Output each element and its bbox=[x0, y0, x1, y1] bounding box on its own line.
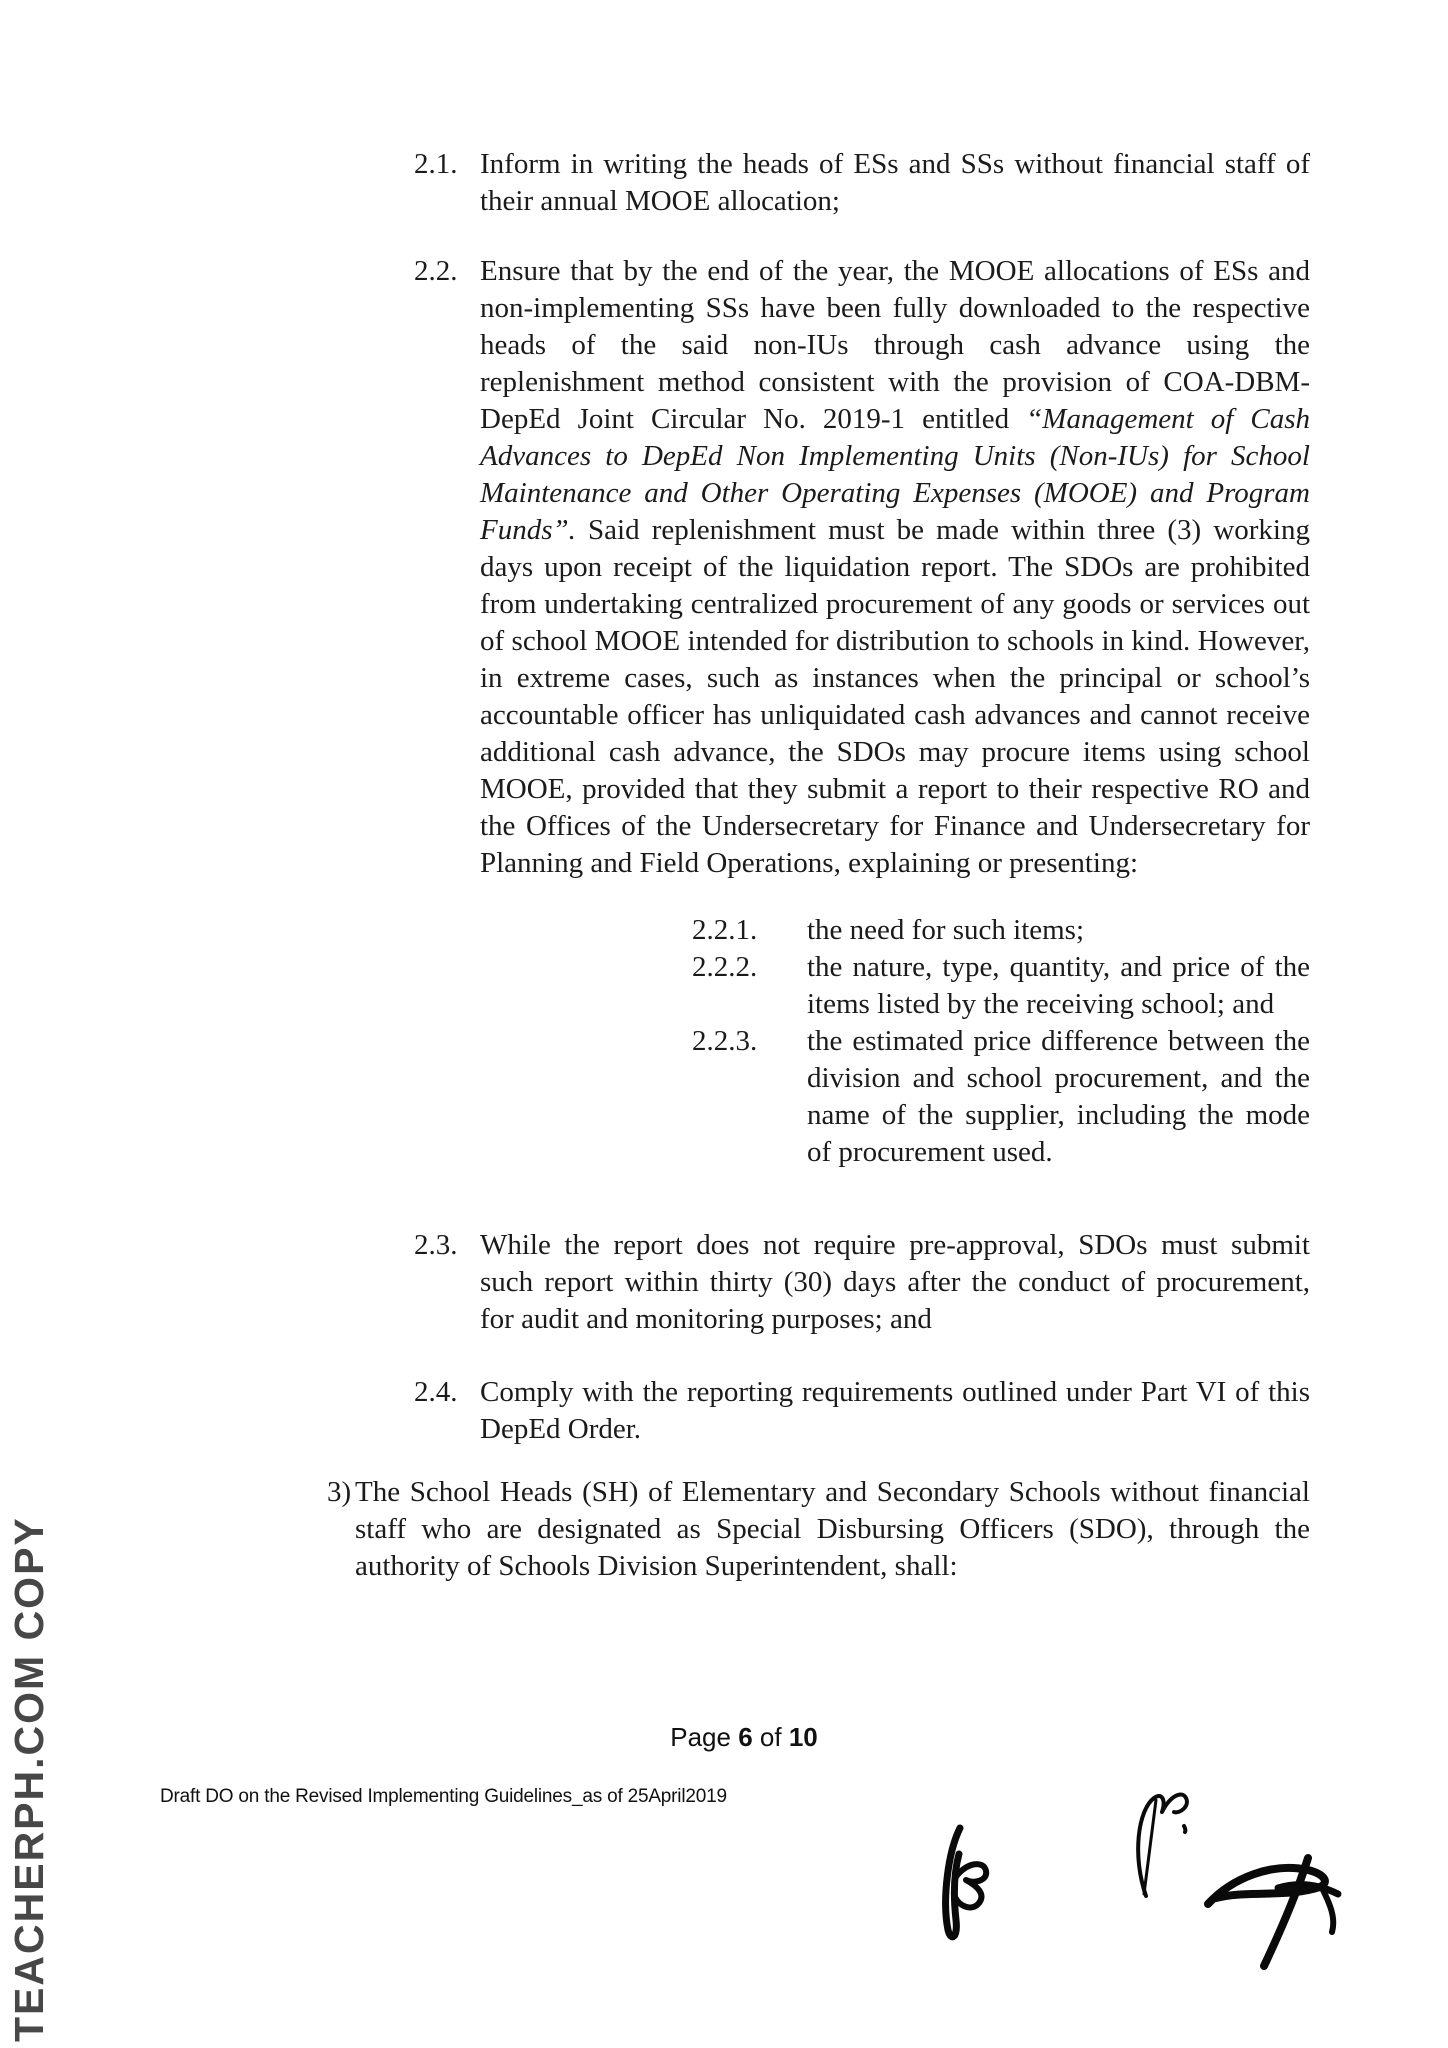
list-number: 2.3. bbox=[414, 1229, 458, 1261]
sublist-2-2 bbox=[692, 912, 1310, 1171]
site-watermark: TEACHERPH.COM COPY bbox=[6, 1516, 52, 2042]
signature-icon bbox=[1112, 1786, 1360, 1986]
list-item-text: The School Heads (SH) of Elementary and Secondary Schools without financial staff who are designated as Special Disbursing Officers (SDO), through the authority of Schools Division Superintendent, shall: bbox=[355, 1476, 1310, 1582]
list-item-2-2 bbox=[414, 253, 1310, 882]
text-italic-citation: “Management of Cash Advances to DepEd Non Implementing Units (Non-IUs) for School Maintenance and Other Operating Expenses (MOOE) and Program Funds”. bbox=[480, 403, 1310, 546]
list-item-3 bbox=[327, 1474, 1310, 1585]
list-number: 2.2. bbox=[414, 255, 458, 287]
list-item-text: Comply with the reporting requirements outlined under Part VI of this DepEd Order. bbox=[480, 1376, 1310, 1445]
list-number: 2.4. bbox=[414, 1376, 458, 1408]
list-item-text: the need for such items; bbox=[807, 914, 1085, 946]
document-body bbox=[0, 146, 1448, 1585]
signature-icon bbox=[928, 1818, 1014, 1944]
total-page-number: 10 bbox=[788, 1722, 818, 1752]
list-item-text bbox=[480, 253, 1310, 882]
list-item-text: the nature, type, quantity, and price of the items listed by the receiving school; and bbox=[807, 951, 1310, 1020]
list-item-2-2-1 bbox=[692, 912, 1310, 949]
list-number: 3) bbox=[327, 1476, 352, 1508]
page-number-footer bbox=[0, 1722, 1448, 1753]
list-number: 2.2.1. bbox=[692, 914, 758, 946]
current-page-number: 6 bbox=[738, 1722, 753, 1752]
list-number: 2.1. bbox=[414, 148, 458, 180]
list-item-text: While the report does not require pre-approval, SDOs must submit such report within thirty (30) days after the conduct of procurement, for audit and monitoring purposes; and bbox=[480, 1229, 1310, 1335]
list-item-2-2-2 bbox=[692, 949, 1310, 1023]
text-roman: Said replenishment must be made within three (3) working days upon receipt of the liquidation report. The SDOs are prohibited from undertaking centralized procurement of any goods or services out of school MOOE intended for distribution to schools in kind. However, in extreme cases, such as instances when the principal or school’s accountable officer has unliquidated cash advances and cannot receive additional cash advance, the SDOs may procure items using school MOOE, provided that they submit a report to their respective RO and the Offices of the Undersecretary for Finance and Undersecretary for Planning and Field Operations, explaining or presenting: bbox=[480, 514, 1310, 879]
list-item-2-1 bbox=[414, 146, 1310, 220]
list-item-2-4 bbox=[414, 1374, 1310, 1448]
page-word: Page bbox=[670, 1722, 731, 1752]
list-item-text: Inform in writing the heads of ESs and SSs without financial staff of their annual MOOE allocation; bbox=[480, 148, 1310, 217]
list-number: 2.2.2. bbox=[692, 951, 758, 983]
of-word: of bbox=[759, 1722, 782, 1752]
draft-footnote: Draft DO on the Revised Implementing Guidelines_as of 25April2019 bbox=[160, 1786, 727, 1807]
text-roman: Ensure that by the end of the year, the MOOE allocations of ESs and non-implementing SSs have been fully downloaded to the respective heads of the said non-IUs through cash advance using the replenishment method consistent with the provision of COA-DBM-DepEd Joint Circular No. 2019-1 entitled bbox=[480, 255, 1310, 435]
list-item-text: the estimated price difference between the division and school procurement, and the name of the supplier, including the mode of procurement used. bbox=[807, 1025, 1310, 1168]
list-number: 2.2.3. bbox=[692, 1025, 758, 1057]
list-item-2-3 bbox=[414, 1227, 1310, 1338]
list-item-2-2-3 bbox=[692, 1023, 1310, 1171]
